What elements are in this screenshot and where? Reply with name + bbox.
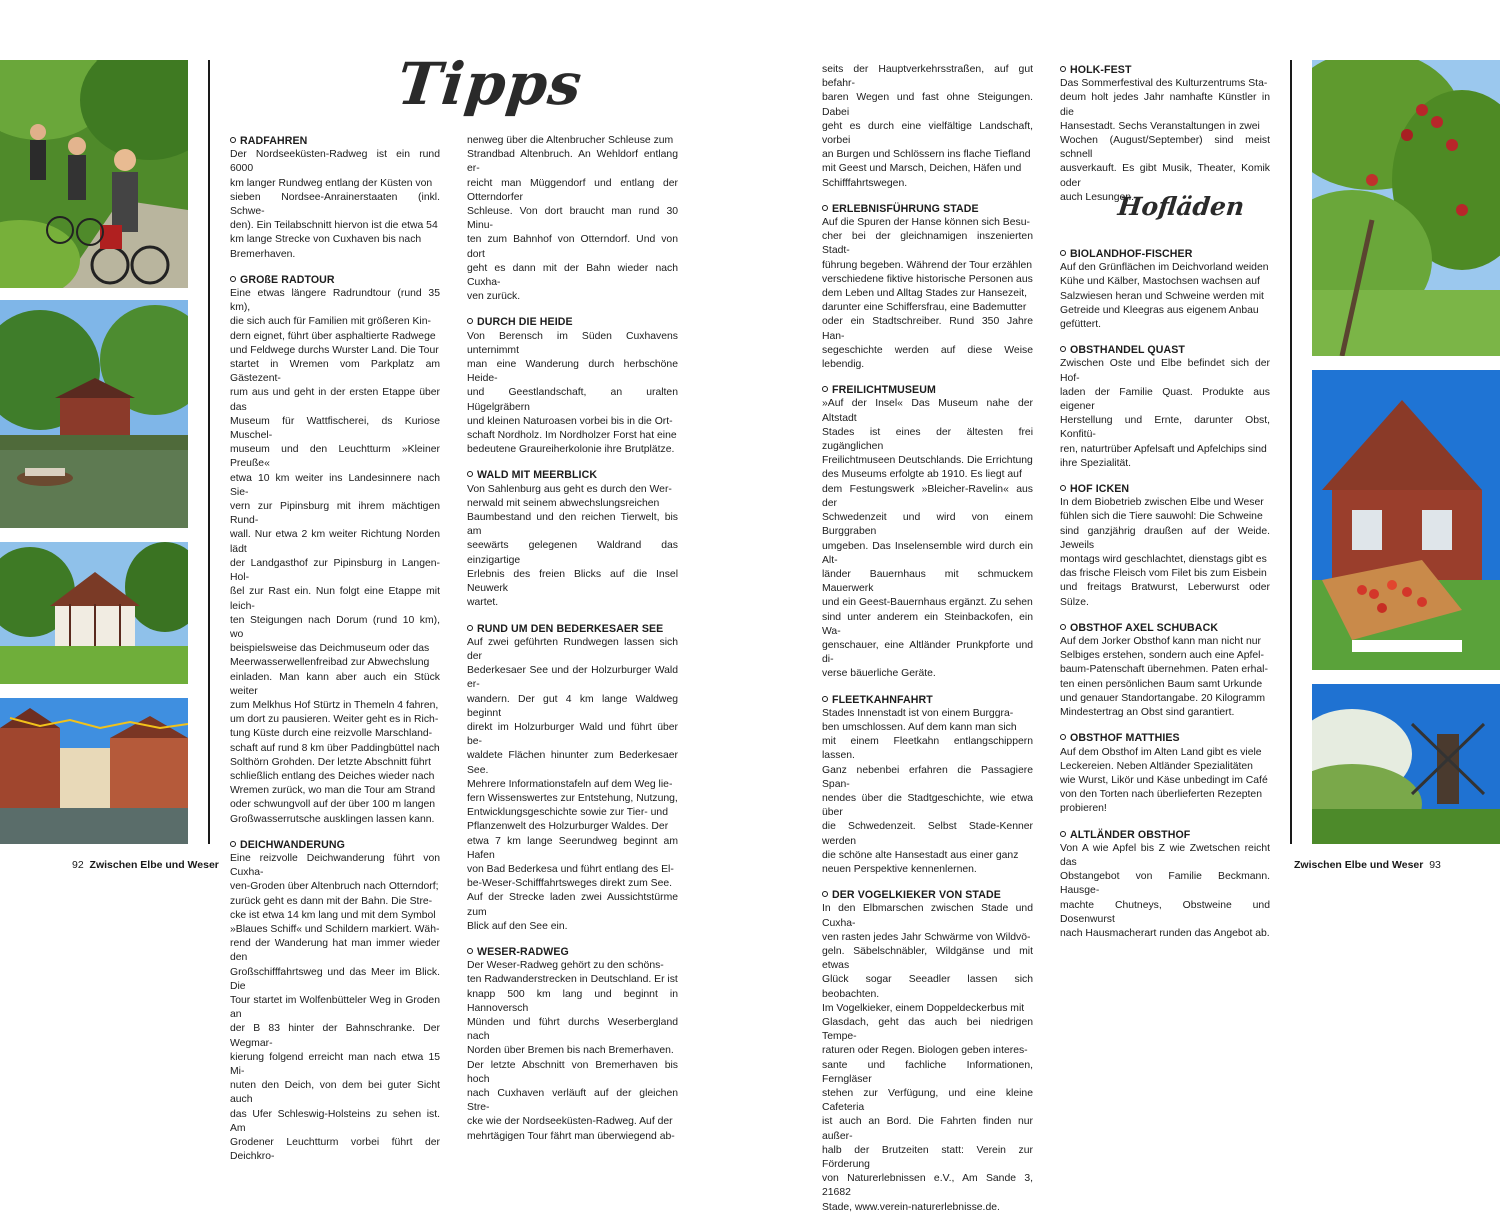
body-line: Das Sommerfestival des Kulturzentrums Sta- [1060, 78, 1268, 90]
body-line: Wochen (August/September) sind meist schnell [1060, 135, 1270, 161]
body-line: Eine reizvolle Deichwanderung führt von Cuxha- [230, 852, 440, 879]
body-line: Tour startet im Wolfenbütteler Weg in Groden an [230, 994, 440, 1021]
bullet-icon [1060, 346, 1066, 352]
right-divider-rule [1290, 60, 1292, 844]
body-line: des Museums erfolgte ab 1910. Es liegt auf [822, 469, 1022, 481]
section-heading: WESER-RADWEG [467, 945, 678, 959]
body-line: ausverkauft. Es gibt Musik, Theater, Komik oder [1060, 163, 1270, 189]
body-line: Getreide und Kleegras aus eigenem Anbau [1060, 304, 1259, 316]
photo-stade-harbour [0, 698, 188, 844]
body-line: cke wie der Nordseeküsten-Radweg. Auf der [467, 1116, 673, 1128]
body-line: Von A wie Apfel bis Z wie Zwetschen reicht das [1060, 842, 1270, 868]
body-line: von den Torten nach überlieferten Rezepten [1060, 789, 1262, 801]
bullet-icon [1060, 734, 1066, 740]
section-heading: GROßE RADTOUR [230, 273, 440, 287]
body-line: wie Wurst, Likör und Käse unbedingt im Café [1060, 774, 1268, 786]
body-line: neuen Perspektive kennenlernen. [822, 863, 977, 875]
body-line: Von Sahlenburg aus geht es durch den Wer- [467, 483, 672, 495]
bullet-icon [1060, 485, 1066, 491]
body-line: startet in Wremen vom Parkplatz am Gästezent- [230, 359, 440, 385]
body-line: man eine Wanderung durch herbschöne Heide- [467, 359, 678, 385]
body-line: cher bei der gleichnamigen inszenierten Stadt- [822, 231, 1033, 257]
body-line: Blick auf den See ein. [467, 920, 568, 932]
section-heading: RUND UM DEN BEDERKESAER SEE [467, 622, 678, 636]
body-line: Entwicklungsgeschichte sowie zur Tier- und [467, 807, 668, 819]
body-line: auch Lesungen. [1060, 191, 1134, 203]
body-line: km langer Rundweg entlang der Küsten von [230, 177, 433, 189]
body-line: Herstellung und Ernte, darunter Obst, Konfitü- [1060, 415, 1270, 441]
body-line: führung begeben. Während der Tour erzählen [822, 259, 1033, 271]
left-page-number: 92 [72, 859, 84, 871]
body-line: und kleinen Naturoasen vorbei bis in die Ort- [467, 415, 673, 427]
section-obsthandel-quast [1060, 343, 1270, 471]
body-line: Selbiges erstehen, sondern auch eine Apfel- [1060, 650, 1264, 662]
body-line: von Bad Bederkesa und führt entlang des El- [467, 863, 674, 875]
body-line: Ganz nebenbei erfahren die Passagiere Span- [822, 764, 1033, 790]
body-line: Auf der Strecke laden zwei Aussichtstürme zum [467, 892, 678, 918]
body-line: Der Nordseeküsten-Radweg ist ein rund 6000 [230, 149, 440, 175]
body-line: ten einen persönlichen Baum samt Urkunde [1060, 678, 1263, 690]
body-line: nach Hausmacherart runden das Angebot ab. [1060, 927, 1270, 939]
body-line: von Naturerlebnissen e.V., Am Sande 3, 21682 [822, 1173, 1033, 1199]
section-heading: RADFAHREN [230, 134, 440, 148]
body-line: der B 83 hinter der Bahnschranke. Der Wegmar- [230, 1023, 440, 1049]
body-line: Bremerhaven. [230, 248, 296, 260]
body-line: »Blaues Schiff« und Schildern markiert. Wäh- [230, 923, 440, 935]
body-line: fern Wissenswertes zur Entstehung, Nutzung, [467, 792, 678, 804]
text-column-4-hofladen [1060, 247, 1270, 952]
section-vogelkieker [822, 888, 1033, 1215]
body-line: verschiedene fiktive historische Personen aus [822, 273, 1033, 285]
section-obsthof-schuback [1060, 621, 1270, 720]
bullet-icon [467, 625, 473, 631]
body-line: In dem Biobetrieb zwischen Elbe und Weser [1060, 497, 1264, 509]
body-line: rend der Wanderung hat man immer wieder den [230, 938, 440, 964]
section-freilichtmuseum [822, 383, 1033, 681]
bullet-icon [1060, 66, 1066, 72]
section-heading: FREILICHTMUSEUM [822, 383, 1033, 397]
photo-windmill [1312, 684, 1500, 844]
right-page-footer [1294, 859, 1441, 871]
body-line: nach Cuxhaven verläuft auf der gleichen Stre- [467, 1088, 678, 1114]
section-heading: OBSTHOF MATTHIES [1060, 731, 1270, 745]
bullet-icon [230, 137, 236, 143]
body-line: darunter eine Schiffersfrau, eine Bademutter [822, 302, 1027, 314]
body-line: zurück geht es dann mit der Bahn. Die Stre- [230, 895, 433, 907]
body-line: und Geestlandschaft, an uralten Hügelgräbern [467, 387, 678, 413]
body-line: und ein Geest-Bauernhaus ergänzt. Zu sehen [822, 597, 1033, 609]
body-line: museum und den Leuchtturm »Kleiner Preuße« [230, 444, 440, 470]
body-line: ven rasten jedes Jahr Schwärme von Wildvö- [822, 931, 1031, 943]
body-line: »Auf der Insel« Das Museum nahe der Altstadt [822, 398, 1033, 424]
text-column-1 [230, 134, 440, 1175]
body-line: Pflanzenwelt des Holzurburger Waldes. Der [467, 821, 669, 833]
bullet-icon [230, 841, 236, 847]
body-line: mit einem Fleetkahn entlangschippern lassen. [822, 736, 1033, 762]
section-deichwanderung [230, 838, 440, 1165]
body-line: Glück sogar Seeadler lassen sich beobachten. [822, 974, 1033, 1000]
bullet-icon [230, 276, 236, 282]
body-line: deum holt jedes Jahr namhafte Künstler in die [1060, 92, 1270, 118]
body-line: Auf dem Jorker Obsthof kann man nicht nur [1060, 636, 1261, 648]
body-line: Von Berensch im Süden Cuxhavens unternimmt [467, 330, 678, 356]
body-line: wall. Nur etwa 2 km weiter Richtung Norden lädt [230, 529, 440, 555]
body-line: segeschichte werden auf diese Weise lebendig. [822, 344, 1033, 371]
body-line: Grodener Leuchtturm vorbei führt der Deichkro- [230, 1137, 440, 1163]
section-heading: WALD MIT MEERBLICK [467, 468, 678, 482]
body-line: kierung folgend erreicht man nach etwa 15 Mi- [230, 1051, 440, 1077]
body-line: Erlebnis des freien Blicks auf die Insel Neuwerk [467, 568, 678, 595]
body-line: etwa 7 km lange Seerundweg beginnt am Hafen [467, 835, 678, 861]
body-line: die sich auch für Familien mit größeren Kin- [230, 316, 431, 328]
bullet-icon [467, 948, 473, 954]
body-line: umgeben. Das Inselensemble wird durch ein Alt- [822, 540, 1033, 566]
bullet-icon [822, 205, 828, 211]
tipps-title: Tipps [394, 50, 586, 118]
section-weser-continued [822, 63, 1033, 191]
section-heading: HOF ICKEN [1060, 482, 1270, 496]
body-line: gefüttert. [1060, 319, 1102, 331]
body-line: schließlich entlang des Deiches wieder nach [230, 770, 435, 782]
photo-river-house [0, 300, 188, 528]
section-bederkesaer-see [467, 622, 678, 934]
body-line: km lange Strecke von Cuxhaven bis nach [230, 234, 422, 246]
body-line: sante und fachliche Informationen, Ferngläser [822, 1059, 1033, 1085]
section-fleetkahnfahrt [822, 693, 1033, 878]
text-column-2 [467, 134, 678, 1155]
section-heading: BIOLANDHOF-FISCHER [1060, 247, 1270, 261]
section-holk-fest [1060, 63, 1270, 205]
bullet-icon [467, 471, 473, 477]
body-line: ten Steigungen nach Dorum (rund 10 km), wo [230, 614, 440, 640]
body-line: schaft auf rund 8 km über Paddingbüttel nach [230, 742, 440, 754]
body-line: wandern. Der gut 4 km lange Waldweg beginnt [467, 693, 678, 719]
body-line: nuten den Deich, von dem bei guter Sicht auch [230, 1080, 440, 1106]
body-line: ren, naturtrüber Apfelsaft und Apfelchips sind [1060, 443, 1267, 455]
body-line: halb der Brutzeiten statt: Verein zur Förderung [822, 1144, 1033, 1171]
body-line: probieren! [1060, 803, 1107, 815]
body-line: oder ein Stadtschreiber. Rund 350 Jahre Han- [822, 316, 1033, 342]
body-line: Auf die Spuren der Hanse können sich Besu- [822, 217, 1030, 229]
body-line: geht es dann mit der Bahn wieder nach Cuxha- [467, 262, 678, 289]
section-heading: DEICHWANDERUNG [230, 838, 440, 852]
body-line: Museum für Wattfischerei, ds Kuriose Muschel- [230, 415, 440, 442]
photo-half-timbered [0, 542, 188, 684]
body-line: Norden über Bremen bis nach Bremerhaven. [467, 1045, 674, 1057]
body-line: Mehrere Informationstafeln auf dem Weg lie- [467, 778, 673, 790]
body-line: Schleuse. Von dort braucht man rund 30 Minu- [467, 206, 678, 232]
body-line: das Ufer Schleswig-Holsteins zu sehen ist. Am [230, 1108, 440, 1134]
bullet-icon [822, 386, 828, 392]
text-column-3 [822, 63, 1033, 1226]
bullet-icon [1060, 250, 1066, 256]
body-line: Stades ist eines der ältesten frei zugänglichen [822, 426, 1033, 453]
body-line: montags wird geschlachtet, dienstags gibt es [1060, 554, 1267, 566]
body-line: Großwasserrutsche ausklingen lassen kann. [230, 813, 435, 825]
photo-apple-tree [1312, 60, 1500, 356]
body-line: Strandbad Altenbruch. An Wehldorf entlang er- [467, 149, 678, 175]
body-line: Obstangebot von Familie Beckmann. Hausge- [1060, 871, 1270, 897]
section-hof-icken [1060, 482, 1270, 610]
body-line: etwa 10 km weiter ins Landesinnere nach Sie- [230, 472, 440, 498]
body-line: Der Weser-Radweg gehört zu den schöns- [467, 960, 664, 972]
body-line: stehen zur Verfügung, und eine kleine Cafeteria [822, 1088, 1033, 1114]
body-line: ten zum Bahnhof von Otterndorf. Und von dort [467, 234, 678, 260]
section-heading: OBSTHOF AXEL SCHUBACK [1060, 621, 1270, 635]
body-line: sind unter anderem ein Steinbackofen, ein Wa- [822, 611, 1033, 637]
body-line: mit Geest und Marsch, Deichen, Häfen und [822, 163, 1022, 175]
body-line: dem Festungswerk »Bleicher-Ravelin« aus der [822, 483, 1033, 509]
photo-cyclists [0, 60, 188, 288]
body-line: Meerwasserwellenfreibad zur Abwechslung [230, 657, 430, 669]
body-line: und freitags Bratwurst, Leberwurst oder Sülze. [1060, 582, 1270, 608]
section-radfahren [230, 134, 440, 262]
bullet-icon [467, 318, 473, 324]
body-line: In den Elbmarschen zwischen Stade und Cuxha- [822, 903, 1033, 929]
body-line: waldete Flächen hinunter zum Bederkesaer See. [467, 750, 678, 776]
text-column-4-top [1060, 63, 1270, 216]
body-line: Schifffahrtswegen. [822, 177, 908, 189]
photo-farm-shop-apples [1312, 370, 1500, 670]
body-line: Baumbestand und den reichen Tierwelt, bis am [467, 512, 678, 538]
body-line: bedeutene Graureiherkolonie ihre Brutplätze. [467, 444, 675, 456]
body-line: Im Vogelkieker, einem Doppeldeckerbus mit [822, 1002, 1025, 1014]
section-heading: DURCH DIE HEIDE [467, 315, 678, 329]
body-line: Glasdach, geht das auch bei niedrigen Tempe- [822, 1017, 1033, 1043]
section-heading: ERLEBNISFÜHRUNG STADE [822, 202, 1033, 216]
body-line: laden der Familie Quast. Produkte aus eigener [1060, 386, 1270, 413]
body-line: baren Wegen und fast ohne Steigungen. Dabei [822, 92, 1033, 118]
body-line: vern zur Pipinsburg mit ihrem mächtigen Rund- [230, 501, 440, 527]
body-line: knapp 500 km lang und beginnt in Hannoversch [467, 988, 678, 1014]
body-line: den). Ein Teilabschnitt hiervon ist die etwa 54 [230, 220, 438, 232]
body-line: die schöne alte Hansestadt aus einer ganz [822, 849, 1019, 861]
body-line: machte Chutneys, Obstweine und Dosenwurst [1060, 899, 1270, 925]
body-line: Eine etwas längere Radrundtour (rund 35 km), [230, 288, 440, 314]
bullet-icon [1060, 831, 1066, 837]
body-line: an Burgen und Schlössern ins flache Tiefland [822, 149, 1031, 161]
section-heading: ALTLÄNDER OBSTHOF [1060, 828, 1270, 842]
body-line: Mindestertrag an Obst sind garantiert. [1060, 707, 1235, 719]
section-heading: FLEETKAHNFAHRT [822, 693, 1033, 707]
body-line: einladen. Man kann aber auch ein Stück weiter [230, 671, 440, 697]
left-divider-rule [208, 60, 210, 844]
body-line: mehrtägigen Tour fährt man überwiegend ab- [467, 1130, 675, 1142]
section-erlebnisfuehrung-stade [822, 202, 1033, 372]
body-line: verse bäuerliche Geräte. [822, 668, 936, 680]
section-deichwanderung-continued [467, 134, 678, 304]
body-line: und Feldwege durchs Wurster Land. Die Tour [230, 344, 439, 356]
body-line: wartet. [467, 597, 499, 609]
body-line: dem Leben und Alltag Stades zur Hansezeit, [822, 288, 1028, 300]
body-line: ihre Spezialität. [1060, 457, 1132, 469]
body-line: oder schwungvoll auf der über 100 m langen [230, 799, 436, 811]
body-line: genschauer, eine Altländer Prunkpforte und di- [822, 639, 1033, 666]
body-line: Großschifffahrtsweg und das Meer im Blick. Die [230, 966, 440, 992]
body-line: Wremen zurück, wo man die Tour am Strand [230, 785, 436, 797]
body-line: ven zurück. [467, 291, 521, 303]
body-line: Freilichtmuseen Deutschlands. Die Errichtung [822, 455, 1033, 467]
bullet-icon [1060, 624, 1066, 630]
body-line: ben umschlossen. Auf dem kann man sich [822, 721, 1017, 733]
body-line: sieben Nordsee-Anrainerstaaten (inkl. Schwe- [230, 191, 440, 218]
body-line: länder Bauernhaus mit schmuckem Mauerwerk [822, 568, 1033, 595]
body-line: cke ist etwa 14 km lang und mit dem Symbol [230, 909, 436, 921]
body-line: Der letzte Abschnitt von Bremerhaven bis hoch [467, 1059, 678, 1085]
body-line: ten Radwanderstrecken in Deutschland. Er ist [467, 974, 678, 986]
body-line: sind ganzjährig draußen auf der Weide. Jeweils [1060, 525, 1270, 551]
body-line: Zwischen Oste und Elbe befindet sich der Hof- [1060, 358, 1270, 384]
body-line: beispielsweise das Deichmuseum oder das [230, 643, 430, 655]
section-heading: OBSTHANDEL QUAST [1060, 343, 1270, 357]
section-weser-radweg [467, 945, 678, 1144]
body-line: reicht man Müggendorf und entlang der Otterndorfer [467, 177, 678, 203]
section-heading: DER VOGELKIEKER VON STADE [822, 888, 1033, 902]
body-line: und genauer Standortangabe. 20 Kilogramm [1060, 692, 1266, 704]
right-section-name: Zwischen Elbe und Weser [1294, 859, 1424, 871]
body-line: Salzwiesen heran und Schweine werden mit [1060, 290, 1264, 302]
body-line: nendes über die Stadtgeschichte, wie etwa über [822, 792, 1033, 819]
body-line: direkt im Holzurburger Wald und führt über be- [467, 721, 678, 748]
body-line: Schwedenzeit und wird von einem Burggraben [822, 512, 1033, 538]
left-section-name: Zwischen Elbe und Weser [89, 859, 219, 871]
body-line: Stade, www.verein-naturerlebnisse.de. [822, 1201, 1000, 1213]
body-line: schaft Nordholz. Im Nordholzer Forst hat eine [467, 430, 677, 442]
body-line: be-Weser-Schifffahrtsweges direkt zum See. [467, 878, 673, 890]
section-obsthof-matthies [1060, 731, 1270, 816]
body-line: Leckereien. Neben Altländer Spezialitäten [1060, 760, 1253, 772]
section-grosse-radtour [230, 273, 440, 827]
body-line: ßel zur Rast ein. Nun folgt eine Etappe mit leich- [230, 586, 440, 612]
body-line: Auf den Grünflächen im Deichvorland weiden [1060, 262, 1269, 274]
body-line: rum aus und geht in der ersten Etappe über das [230, 387, 440, 413]
bullet-icon [822, 891, 828, 897]
body-line: seits der Hauptverkehrsstraßen, auf gut befahr- [822, 64, 1033, 90]
section-heading: HOLK-FEST [1060, 63, 1270, 77]
right-page-number: 93 [1429, 859, 1441, 871]
hofladen-title: Hofläden [1116, 192, 1246, 221]
body-line: der Landgasthof zur Pipinsburg in Langen-Hol- [230, 557, 440, 584]
body-line: Hansestadt. Sechs Veranstaltungen in zwei [1060, 120, 1260, 132]
body-line: die Schwedenzeit. Selbst Stade-Kenner werden [822, 821, 1033, 847]
body-line: nenweg über die Altenbrucher Schleuse zum [467, 135, 674, 146]
body-line: seewärts gelegenen Waldrand das einzigartige [467, 540, 678, 566]
bullet-icon [822, 696, 828, 702]
body-line: fühlen sich die Tiere sauwohl: Die Schweine [1060, 511, 1263, 523]
left-page-footer [72, 859, 219, 871]
body-line: tung Küste durch eine reizvolle Marschland- [230, 728, 433, 740]
section-wald-mit-meerblick [467, 468, 678, 610]
body-line: Stades Innenstadt ist von einem Burggra- [822, 707, 1014, 719]
body-line: Kühe und Kälber, Mastochsen wachsen auf [1060, 276, 1260, 288]
body-line: nerwald mit seinem abwechslungsreichen [467, 497, 660, 509]
body-line: raturen oder Regen. Biologen geben interes- [822, 1045, 1028, 1057]
body-line: geht es durch eine vielfältige Landschaft, vorbei [822, 120, 1033, 147]
body-line: baum-Patenschaft übernehmen. Paten erhal- [1060, 664, 1268, 676]
body-line: zum Melkhus Hof Stürtz in Themeln 4 fahren, [230, 699, 439, 711]
body-line: geln. Säbelschnäbler, Wildgänse und mit etwas [822, 945, 1033, 972]
body-line: Bederkesaer See und der Holzurburger Wald er- [467, 665, 678, 691]
section-durch-die-heide [467, 315, 678, 457]
body-line: Auf dem Obsthof im Alten Land gibt es viele [1060, 746, 1262, 758]
section-altlaender-obsthof [1060, 828, 1270, 942]
body-line: das frische Fleisch vom Filet bis zum Eisbein [1060, 568, 1267, 580]
body-line: ven-Groden über Altenbruch nach Otterndorf; [230, 881, 439, 893]
body-line: dern eignet, führt über asphaltierte Radwege [230, 330, 436, 342]
section-biolandhof-fischer [1060, 247, 1270, 332]
body-line: um dort zu pausieren. Weiter geht es in Rich- [230, 714, 439, 726]
body-line: Münden und führt durchs Weserbergland nach [467, 1016, 678, 1043]
body-line: Auf zwei geführten Rundwegen lassen sich der [467, 636, 678, 662]
body-line: ist auch an Bord. Die Fahrten finden nur außer- [822, 1116, 1033, 1142]
body-line: Solthörn Grohden. Der letzte Abschnitt führt [230, 756, 431, 768]
